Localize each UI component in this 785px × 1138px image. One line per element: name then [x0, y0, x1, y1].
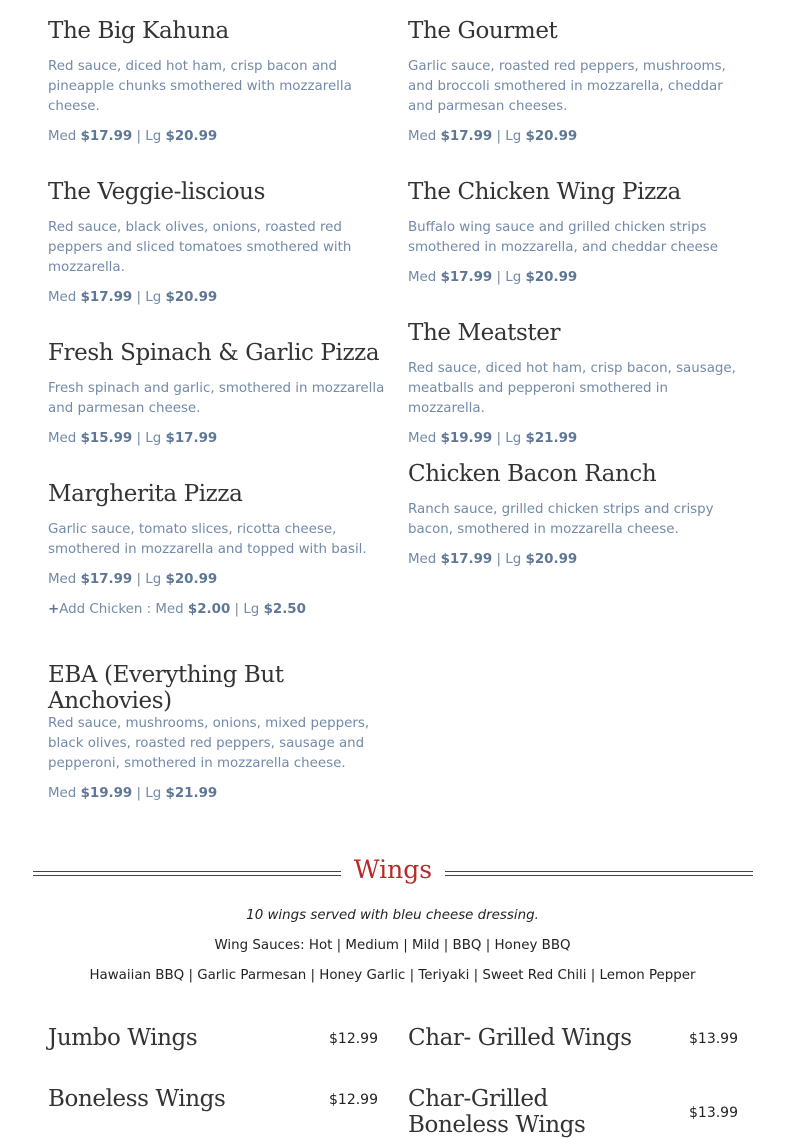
add-chicken-option: +Add Chicken : Med $2.00 | Lg $2.50 [48, 602, 306, 617]
item-title: The Meatster [408, 320, 561, 346]
divider-right [445, 871, 753, 876]
wings-note: 10 wings served with bleu cheese dressing. [246, 908, 539, 923]
item-description: Buffalo wing sauce and grilled chicken strips smothered in mozzarella, and cheddar cheese [408, 220, 719, 255]
item-description: Red sauce, black olives, onions, roasted red peppers and sliced tomatoes smothered with mozzarella. [48, 220, 352, 275]
menu-item [48, 662, 308, 714]
menu-item-details [48, 714, 393, 804]
item-price: Med $15.99 | Lg $17.99 [48, 431, 218, 446]
item-title: The Veggie-liscious [48, 179, 265, 205]
wing-item-name: Jumbo Wings [48, 1025, 198, 1051]
item-description: Garlic sauce, roasted red peppers, mushrooms, and broccoli smothered in mozzarella, cheddar and parmesan cheeses. [408, 59, 726, 114]
item-title: EBA (Everything But Anchovies) [48, 662, 284, 714]
wing-item-boneless [48, 1086, 378, 1112]
item-price: Med $17.99 | Lg $20.99 [408, 552, 578, 567]
wings-section-header [33, 852, 753, 892]
wing-item-char-grilled [408, 1025, 738, 1051]
item-price: Med $17.99 | Lg $20.99 [408, 129, 578, 144]
menu-item [408, 461, 748, 570]
wing-item-name: Char-Grilled Boneless Wings [408, 1086, 586, 1138]
wing-item-jumbo [48, 1025, 378, 1051]
wing-item-price: $13.99 [689, 1031, 738, 1047]
wing-item-char-grilled-boneless [408, 1086, 738, 1138]
item-description: Red sauce, diced hot ham, crisp bacon and pineapple chunks smothered with mozzarella cheese. [48, 59, 352, 114]
menu-item [48, 340, 393, 449]
wings-title: Wings [353, 855, 433, 884]
item-title: Fresh Spinach & Garlic Pizza [48, 340, 380, 366]
item-price: Med $19.99 | Lg $21.99 [408, 431, 578, 446]
item-title: Margherita Pizza [48, 481, 243, 507]
item-price: Med $17.99 | Lg $20.99 [408, 270, 578, 285]
menu-item [408, 320, 748, 449]
item-description: Red sauce, diced hot ham, crisp bacon, sausage, meatballs and pepperoni smothered in mozzarella. [408, 361, 736, 416]
wing-item-name: Boneless Wings [48, 1086, 226, 1112]
item-price: Med $17.99 | Lg $20.99 [48, 129, 218, 144]
menu-item [408, 179, 748, 288]
item-description: Ranch sauce, grilled chicken strips and crispy bacon, smothered in mozzarella cheese. [408, 502, 714, 537]
item-price: Med $19.99 | Lg $21.99 [48, 786, 218, 801]
menu-item [408, 18, 748, 147]
item-title: The Big Kahuna [48, 18, 229, 44]
menu-item [48, 18, 393, 147]
item-price: Med $17.99 | Lg $20.99 [48, 572, 218, 587]
menu-item [48, 179, 393, 308]
item-description: Garlic sauce, tomato slices, ricotta cheese, smothered in mozzarella and topped with basil. [48, 522, 367, 557]
wing-item-price: $12.99 [329, 1092, 378, 1108]
item-title: The Chicken Wing Pizza [408, 179, 681, 205]
wing-item-price: $13.99 [689, 1105, 738, 1121]
wing-sauces-line-1: Wing Sauces: Hot | Medium | Mild | BBQ | Honey BBQ [214, 938, 571, 953]
item-price: Med $17.99 | Lg $20.99 [48, 290, 218, 305]
item-description: Red sauce, mushrooms, onions, mixed peppers, black olives, roasted red peppers, sausage and pepperoni, smothered in mozzarella cheese. [48, 716, 370, 771]
menu-item [48, 481, 393, 620]
item-title: The Gourmet [408, 18, 558, 44]
wing-item-name: Char- Grilled Wings [408, 1025, 632, 1051]
wing-item-price: $12.99 [329, 1031, 378, 1047]
item-title: Chicken Bacon Ranch [408, 461, 657, 487]
item-description: Fresh spinach and garlic, smothered in mozzarella and parmesan cheese. [48, 381, 385, 416]
wing-sauces-line-2: Hawaiian BBQ | Garlic Parmesan | Honey Garlic | Teriyaki | Sweet Red Chili | Lemon Pepper [89, 968, 696, 983]
